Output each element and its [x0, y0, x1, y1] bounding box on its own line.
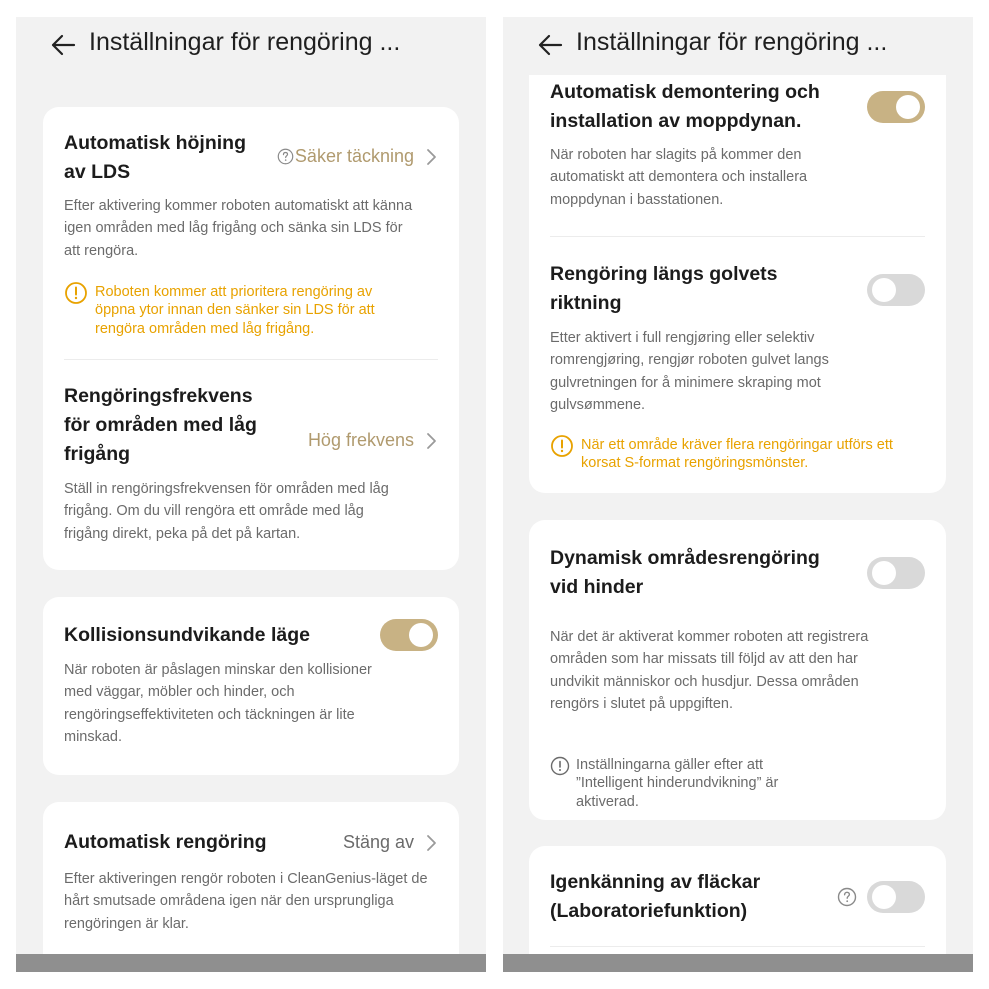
dynamic-card: [529, 520, 946, 820]
auto-clean-setting[interactable]: [64, 828, 438, 968]
mop-description: När roboten har slagits på kommer den automatiskt att demontera och installera moppdynan i basstationen.: [550, 147, 808, 208]
back-arrow-icon[interactable]: [536, 31, 564, 59]
dynamic-info: Inställningarna gäller efter att ”Intelligent hinderundvikning” är aktiverad.: [550, 756, 810, 811]
page-title: Inställningar för rengöring ...: [89, 28, 401, 56]
collision-card: [43, 597, 459, 775]
right-screen: [503, 17, 973, 972]
lds-warning: Roboten kommer att prioritera rengöring av öppna ytor innan den sänker sin LDS för att rengöra områden med låg frigång.: [64, 283, 404, 338]
stains-toggle[interactable]: [867, 881, 925, 913]
help-icon[interactable]: [277, 148, 294, 165]
info-icon: [550, 756, 570, 776]
dynamic-toggle[interactable]: [867, 557, 925, 589]
dynamic-setting: [550, 544, 925, 814]
auto-clean-description: Efter aktiveringen rengör roboten i CleanGenius-läget de hårt smutsade områdena igen när den ursprungliga rengöringen är klar.: [64, 871, 428, 932]
floor-direction-title: Rengöring längs golvets riktning: [550, 263, 778, 314]
floor-direction-description: Etter aktivert i full rengjøring eller selektiv romrengjøring, rengjør roboten gulvet langs gulvretningen for å minimere skraping mot gulvsømmene.: [550, 330, 829, 413]
frequency-value[interactable]: Hög frekvens: [308, 430, 438, 451]
stains-title: Igenkänning av fläckar (Laboratoriefunktion): [550, 871, 761, 922]
lds-setting[interactable]: [64, 129, 438, 369]
divider: [550, 946, 925, 947]
chevron-right-icon: [424, 432, 438, 450]
floor-direction-setting: [550, 260, 925, 480]
mop-floor-card: [529, 75, 946, 493]
warning-icon: [550, 434, 574, 458]
mop-title: Automatisk demontering och installation av moppdynan.: [550, 81, 820, 132]
bottom-bar: [503, 954, 973, 972]
chevron-right-icon: [424, 148, 438, 166]
lds-value[interactable]: Säker täckning: [277, 146, 438, 167]
low-clearance-card: [43, 107, 459, 570]
warning-icon: [64, 281, 88, 305]
dynamic-title: Dynamisk områdesrengöring vid hinder: [550, 547, 820, 598]
auto-clean-title: Automatisk rengöring: [64, 831, 267, 853]
divider: [550, 236, 925, 237]
frequency-description: Ställ in rengöringsfrekvensen för områden med låg frigång. Om du vill rengöra ett område med låg frigång direkt, peka på det på kartan.: [64, 481, 389, 542]
frequency-title: Rengöringsfrekvens för områden med låg frigång: [64, 385, 257, 465]
header: [503, 17, 973, 75]
auto-clean-value[interactable]: Stäng av: [343, 832, 438, 853]
frequency-setting[interactable]: [64, 382, 438, 552]
lds-description: Efter aktivering kommer roboten automatiskt att känna igen områden med låg frigång och sänka sin LDS för att rengöra.: [64, 198, 413, 259]
chevron-right-icon: [424, 834, 438, 852]
left-screen: [16, 17, 486, 972]
stains-setting: [550, 868, 925, 938]
header: [16, 17, 486, 75]
lds-title: Automatisk höjning av LDS: [64, 132, 246, 183]
mop-setting: [550, 78, 925, 228]
collision-setting: [64, 619, 438, 769]
mop-toggle[interactable]: [867, 91, 925, 123]
floor-direction-warning: När ett område kräver flera rengöringar utförs ett korsat S-format rengöringsmönster.: [550, 436, 900, 473]
collision-toggle[interactable]: [380, 619, 438, 651]
page-title: Inställningar för rengöring ...: [576, 28, 888, 56]
divider: [64, 359, 438, 360]
help-icon[interactable]: [837, 887, 857, 907]
back-arrow-icon[interactable]: [49, 31, 77, 59]
auto-clean-card: [43, 802, 459, 972]
dynamic-description: När det är aktiverat kommer roboten att registrera områden som har missats till följd av att den har undvikit människor och husdjur. Dessa områden rengörs i slutet på uppgiften.: [550, 629, 869, 712]
floor-direction-toggle[interactable]: [867, 274, 925, 306]
collision-description: När roboten är påslagen minskar den kollisioner med väggar, möbler och hinder, och rengöringseffektiviteten och täckningen är lite minskad.: [64, 662, 372, 745]
collision-title: Kollisionsundvikande läge: [64, 624, 310, 646]
bottom-bar: [16, 954, 486, 972]
